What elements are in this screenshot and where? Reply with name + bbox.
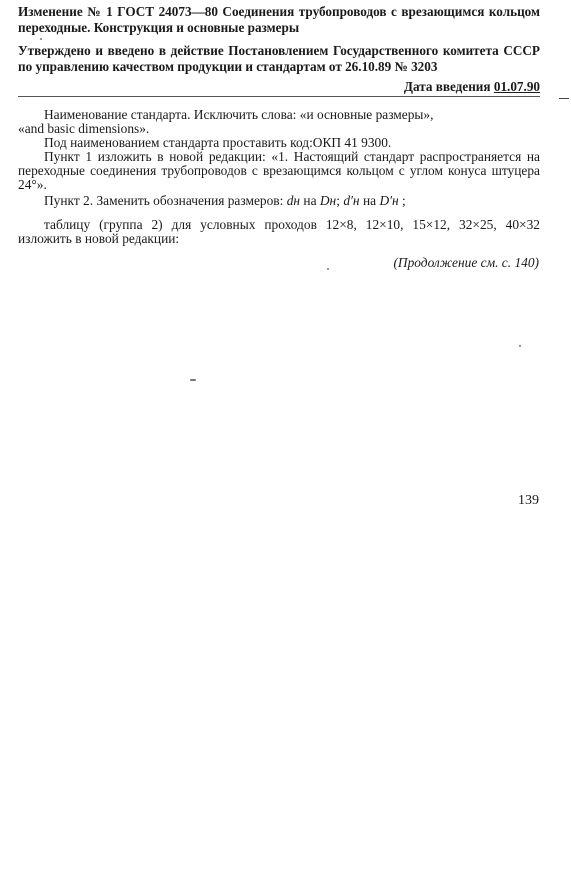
- symbol-D-prime-n: D′н: [379, 193, 399, 208]
- margin-dash-mark: [559, 98, 569, 99]
- effective-date-label: Дата введения: [403, 79, 491, 94]
- paragraph-title-change-line1: Наименование стандарта. Исключить слова: «и основные размеры»,: [44, 107, 434, 122]
- header-divider: [18, 96, 540, 97]
- approval-statement: Утверждено и введено в действие Постановлением Государственного комитета СССР по управлению качеством продукции и стандартам от 26.10.89 № 3203: [18, 43, 540, 74]
- scan-speck: [327, 268, 329, 270]
- paragraph-clause-2-text: [18, 194, 540, 208]
- symbol-d-prime-n: d′н: [343, 193, 360, 208]
- separator-semicolon: ;: [336, 193, 340, 208]
- paragraph-title-change-line2: «and basic dimensions».: [18, 121, 150, 136]
- end-semicolon: ;: [402, 193, 406, 208]
- continuation-note: (Продолжение см. с. 140): [393, 255, 539, 270]
- page-number: 139: [518, 493, 539, 508]
- paragraph-table-change: [18, 218, 540, 246]
- symbol-D-n: Dн: [319, 193, 337, 208]
- paragraph-table-change-text: таблицу (группа 2) для условных проходов 12×8, 12×10, 15×12, 32×25, 40×32 изложить в новой редакции:: [18, 217, 540, 246]
- symbol-d-n: dн: [286, 193, 301, 208]
- paragraph-title-change: [18, 108, 540, 136]
- scan-speck: [190, 379, 196, 381]
- word-on-1: на: [303, 193, 317, 208]
- clause-2-prefix: Пункт 2. Заменить обозначения размеров:: [44, 193, 284, 208]
- effective-date: [404, 79, 540, 95]
- paragraph-clause-1-text: Пункт 1 изложить в новой редакции: «1. Настоящий стандарт распространяется на переходные соединения трубопроводов с врезающимся кольцом с углом конуса штуцера 24°».: [18, 149, 540, 192]
- amendment-title: Изменение № 1 ГОСТ 24073—80 Соединения трубопроводов с врезающимся кольцом переходные. Конструкция и основные размеры: [18, 4, 540, 35]
- paragraph-clause-1: [18, 150, 540, 192]
- word-on-2: на: [362, 193, 377, 208]
- paragraph-okp-code-text: Под наименованием стандарта проставить код:ОКП 41 9300.: [44, 135, 392, 150]
- paragraph-okp-code: [18, 136, 540, 150]
- scan-speck: [519, 345, 521, 347]
- scan-speck: [40, 38, 42, 40]
- paragraph-clause-2: [18, 194, 540, 208]
- effective-date-value: 01.07.90: [493, 79, 540, 94]
